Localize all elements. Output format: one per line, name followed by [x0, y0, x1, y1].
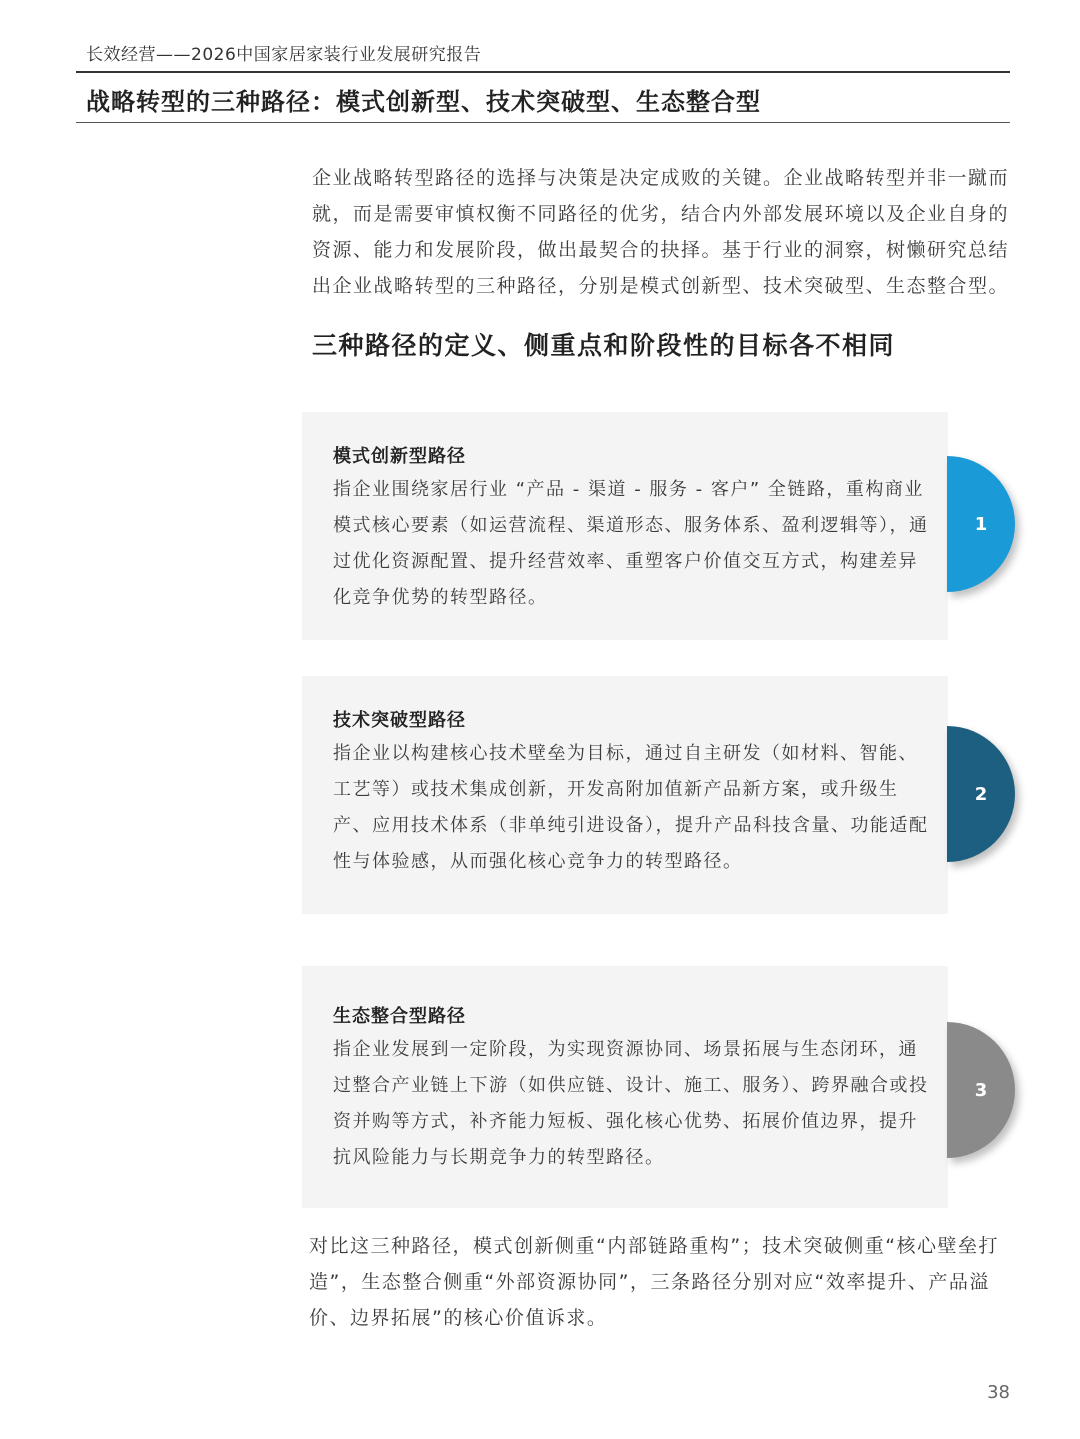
path-body: 指企业发展到一定阶段，为实现资源协同、场景拓展与生态闭环，通过整合产业链上下游（如供应链、设计、施工、服务）、跨界融合或投资并购等方式，补齐能力短板、强化核心优势、拓展价值边界，提升抗风险能力与长期竞争力的转型路径。	[333, 1039, 929, 1168]
path-number: 2	[974, 783, 988, 805]
path-card-1	[302, 412, 948, 640]
section-title: 战略转型的三种路径：模式创新型、技术突破型、生态整合型	[86, 88, 761, 116]
path-card-2	[302, 676, 948, 914]
closing-paragraph: 对比这三种路径，模式创新侧重“内部链路重构”；技术突破侧重“核心壁垒打造”，生态整合侧重“外部资源协同”，三条路径分别对应“效率提升、产品溢价、边界拓展”的核心价值诉求。	[309, 1235, 1000, 1329]
path-title: 模式创新型路径	[333, 446, 466, 467]
path-number-badge	[947, 726, 1015, 862]
path-body: 指企业围绕家居行业 “产品 - 渠道 - 服务 - 客户” 全链路，重构商业模式核心要素（如运营流程、渠道形态、服务体系、盈利逻辑等），通过优化资源配置、提升经营效率、重塑客户价值交互方式，构建差异化竞争优势的转型路径。	[333, 479, 929, 608]
path-number-badge	[947, 1022, 1015, 1158]
page-number: 38	[987, 1382, 1010, 1403]
running-header: 长效经营——2026中国家居家装行业发展研究报告	[86, 45, 482, 65]
path-number: 1	[974, 513, 988, 535]
path-number: 3	[974, 1079, 988, 1101]
subheading: 三种路径的定义、侧重点和阶段性的目标各不相同	[312, 331, 896, 360]
title-divider	[76, 122, 1010, 123]
path-number-badge	[947, 456, 1015, 592]
path-body: 指企业以构建核心技术壁垒为目标，通过自主研发（如材料、智能、工艺等）或技术集成创新，开发高附加值新产品新方案，或升级生产、应用技术体系（非单纯引进设备），提升产品科技含量、功能适配性与体验感，从而强化核心竞争力的转型路径。	[333, 743, 929, 872]
path-title: 技术突破型路径	[333, 710, 466, 731]
path-title: 生态整合型路径	[333, 1006, 466, 1027]
header-divider	[76, 71, 1010, 73]
path-card-3	[302, 966, 948, 1208]
intro-paragraph: 企业战略转型路径的选择与决策是决定成败的关键。企业战略转型并非一蹴而就，而是需要审慎权衡不同路径的优劣，结合内外部发展环境以及企业自身的资源、能力和发展阶段，做出最契合的抉择。基于行业的洞察，树懒研究总结出企业战略转型的三种路径，分别是模式创新型、技术突破型、生态整合型。	[312, 167, 1010, 297]
